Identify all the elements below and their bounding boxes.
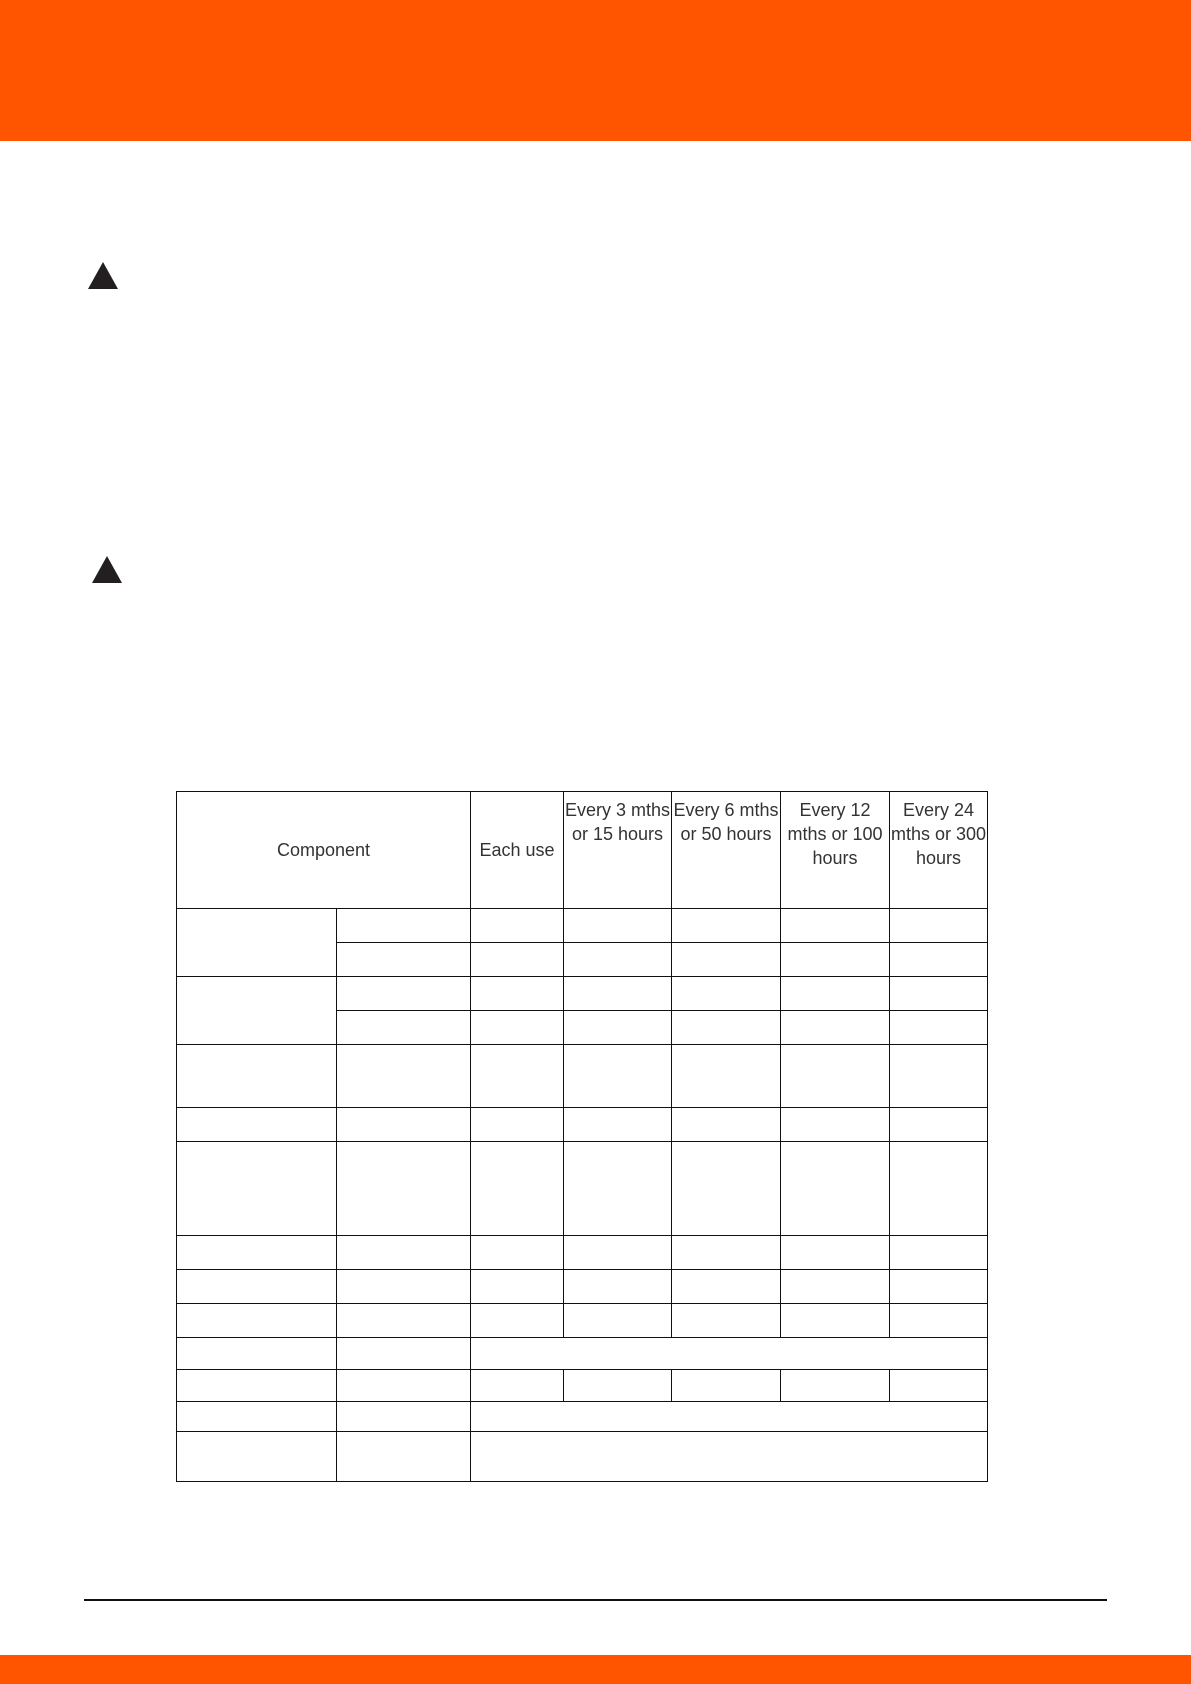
table-cell	[337, 977, 471, 1011]
table-cell	[890, 1108, 988, 1142]
footer-rule	[84, 1599, 1107, 1601]
table-cell	[564, 1108, 672, 1142]
table-cell	[564, 1304, 672, 1338]
table-cell	[890, 1304, 988, 1338]
table-row	[177, 1108, 988, 1142]
table-cell	[781, 1370, 890, 1402]
table-cell	[781, 1108, 890, 1142]
table-row	[177, 1432, 988, 1482]
table-cell	[471, 1045, 564, 1108]
table-cell	[337, 1304, 471, 1338]
warning-triangle-icon	[88, 262, 118, 289]
table-cell	[471, 1304, 564, 1338]
table-row	[177, 977, 988, 1011]
table-cell	[337, 1432, 471, 1482]
table-cell	[337, 1236, 471, 1270]
table-cell	[337, 1045, 471, 1108]
table-cell	[672, 909, 781, 943]
table-cell	[781, 943, 890, 977]
table-cell	[890, 943, 988, 977]
table-cell	[177, 1142, 337, 1236]
table-cell	[672, 1108, 781, 1142]
table-cell	[177, 1108, 337, 1142]
table-cell-merged	[471, 1338, 988, 1370]
table-cell	[337, 1108, 471, 1142]
table-cell	[337, 1270, 471, 1304]
table-cell	[781, 1142, 890, 1236]
table-cell	[890, 1045, 988, 1108]
table-cell	[177, 977, 337, 1045]
table-cell	[781, 977, 890, 1011]
header-every-6-months: Every 6 mths or 50 hours	[672, 792, 781, 909]
table-cell-merged	[471, 1432, 988, 1482]
table-cell	[177, 1370, 337, 1402]
table-cell	[337, 1370, 471, 1402]
table-cell	[471, 977, 564, 1011]
table-cell	[471, 1270, 564, 1304]
table-cell	[177, 1045, 337, 1108]
table-cell	[564, 1370, 672, 1402]
table-cell	[781, 1011, 890, 1045]
footer-band	[0, 1655, 1191, 1684]
table-cell	[471, 1236, 564, 1270]
table-cell	[672, 943, 781, 977]
table-cell	[890, 1236, 988, 1270]
table-cell	[672, 1045, 781, 1108]
table-cell	[471, 1370, 564, 1402]
table-cell	[890, 909, 988, 943]
table-cell	[471, 909, 564, 943]
header-band	[0, 0, 1191, 141]
table-row	[177, 909, 988, 943]
table-cell	[564, 1011, 672, 1045]
table-cell	[890, 1011, 988, 1045]
table-cell	[781, 909, 890, 943]
table-cell	[672, 977, 781, 1011]
header-component: Component	[177, 792, 471, 909]
table-cell	[890, 1270, 988, 1304]
table-cell	[564, 1142, 672, 1236]
table-cell	[177, 1338, 337, 1370]
table-cell	[337, 909, 471, 943]
table-cell	[471, 1142, 564, 1236]
warning-triangle-icon	[92, 556, 122, 583]
table-cell	[337, 1142, 471, 1236]
table-cell	[177, 1402, 337, 1432]
table-cell	[177, 1236, 337, 1270]
table-cell	[564, 909, 672, 943]
table-cell	[672, 1270, 781, 1304]
table-row	[177, 1236, 988, 1270]
table-cell	[564, 1045, 672, 1108]
table-row	[177, 1304, 988, 1338]
table-cell	[890, 1370, 988, 1402]
table-cell	[337, 1338, 471, 1370]
table-cell	[337, 1402, 471, 1432]
table-cell	[672, 1304, 781, 1338]
table-row	[177, 1270, 988, 1304]
table-cell	[337, 943, 471, 977]
table-cell	[337, 1011, 471, 1045]
table-cell	[672, 1142, 781, 1236]
table-cell	[781, 1304, 890, 1338]
table-cell	[177, 1270, 337, 1304]
table-cell	[672, 1370, 781, 1402]
table-cell	[781, 1236, 890, 1270]
table-cell	[672, 1011, 781, 1045]
table-row	[177, 1142, 988, 1236]
table-row	[177, 1370, 988, 1402]
table-cell	[564, 943, 672, 977]
table-cell-merged	[471, 1402, 988, 1432]
maintenance-schedule-table	[176, 791, 988, 1482]
table-cell	[672, 1236, 781, 1270]
table-cell	[781, 1045, 890, 1108]
table-cell	[177, 909, 337, 977]
table-cell	[177, 1432, 337, 1482]
table-row	[177, 1045, 988, 1108]
header-each-use: Each use	[471, 792, 564, 909]
table-cell	[471, 1011, 564, 1045]
table-cell	[564, 1236, 672, 1270]
table-row	[177, 1402, 988, 1432]
table-cell	[890, 1142, 988, 1236]
table-cell	[471, 1108, 564, 1142]
table-cell	[471, 943, 564, 977]
table-header-row	[177, 792, 988, 909]
header-every-24-months: Every 24 mths or 300 hours	[890, 792, 988, 909]
header-every-12-months: Every 12 mths or 100 hours	[781, 792, 890, 909]
table-cell	[781, 1270, 890, 1304]
table-cell	[564, 977, 672, 1011]
table-row	[177, 1338, 988, 1370]
table-cell	[890, 977, 988, 1011]
table-cell	[177, 1304, 337, 1338]
header-every-3-months: Every 3 mths or 15 hours	[564, 792, 672, 909]
table-cell	[564, 1270, 672, 1304]
